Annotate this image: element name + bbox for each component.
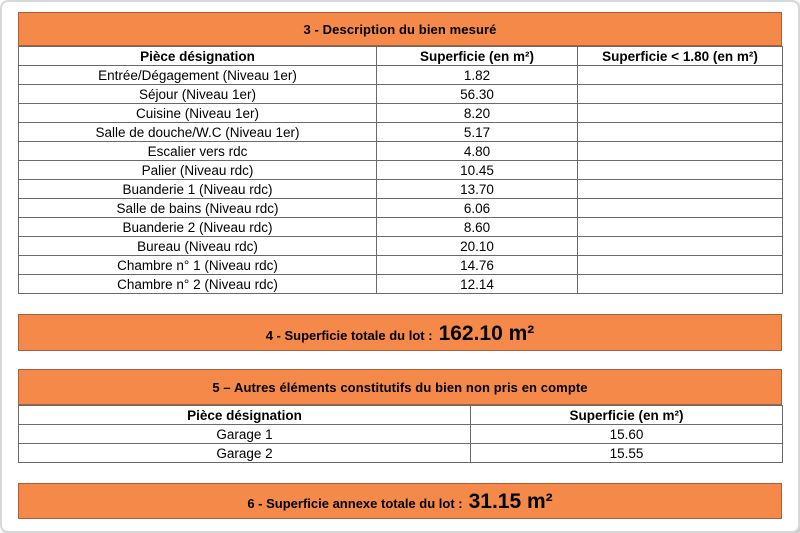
- cell-superficie: 15.60: [471, 425, 783, 444]
- cell-inf180: [578, 218, 783, 237]
- annex-total-label: 6 - Superficie annexe totale du lot :: [247, 496, 463, 511]
- cell-superficie: 20.10: [377, 237, 578, 256]
- rooms-table-header-row: [19, 47, 783, 66]
- cell-superficie: 8.60: [377, 218, 578, 237]
- cell-piece: Garage 1: [19, 425, 471, 444]
- table-row: [19, 425, 783, 444]
- table-row: [19, 85, 783, 104]
- cell-inf180: [578, 85, 783, 104]
- cell-piece: Buanderie 1 (Niveau rdc): [19, 180, 377, 199]
- col-header-superficie-inf-180: Superficie < 1.80 (en m²): [578, 47, 783, 66]
- annex-total-value: 31.15 m²: [468, 490, 553, 513]
- table-row: [19, 142, 783, 161]
- cell-inf180: [578, 104, 783, 123]
- cell-piece: Buanderie 2 (Niveau rdc): [19, 218, 377, 237]
- col-header-superficie: Superficie (en m²): [377, 47, 578, 66]
- cell-superficie: 10.45: [377, 161, 578, 180]
- cell-superficie: 56.30: [377, 85, 578, 104]
- section-5-title: 5 – Autres éléments constitutifs du bien non pris en compte: [212, 379, 588, 395]
- cell-inf180: [578, 199, 783, 218]
- table-row: [19, 199, 783, 218]
- total-lot-value: 162.10 m²: [438, 322, 535, 345]
- cell-piece: Chambre n° 1 (Niveau rdc): [19, 256, 377, 275]
- annexes-table: [18, 405, 783, 463]
- cell-piece: Garage 2: [19, 444, 471, 463]
- section-4-total-bar: [18, 314, 782, 351]
- table-row: [19, 275, 783, 294]
- section-3-title: 3 - Description du bien mesuré: [303, 21, 497, 37]
- cell-superficie: 5.17: [377, 123, 578, 142]
- table-row: [19, 237, 783, 256]
- cell-superficie: 8.20: [377, 104, 578, 123]
- cell-inf180: [578, 66, 783, 85]
- cell-piece: Palier (Niveau rdc): [19, 161, 377, 180]
- section-5-header: [18, 369, 782, 405]
- cell-piece: Séjour (Niveau 1er): [19, 85, 377, 104]
- cell-inf180: [578, 180, 783, 199]
- table-row: [19, 104, 783, 123]
- cell-inf180: [578, 142, 783, 161]
- cell-piece: Entrée/Dégagement (Niveau 1er): [19, 66, 377, 85]
- cell-inf180: [578, 275, 783, 294]
- cell-inf180: [578, 256, 783, 275]
- cell-piece: Escalier vers rdc: [19, 142, 377, 161]
- cell-superficie: 15.55: [471, 444, 783, 463]
- cell-piece: Bureau (Niveau rdc): [19, 237, 377, 256]
- section-6-total-bar: [18, 483, 782, 519]
- cell-superficie: 6.06: [377, 199, 578, 218]
- cell-superficie: 4.80: [377, 142, 578, 161]
- col-header-annexe-superficie: Superficie (en m²): [471, 406, 783, 425]
- cell-superficie: 12.14: [377, 275, 578, 294]
- cell-superficie: 13.70: [377, 180, 578, 199]
- table-row: [19, 444, 783, 463]
- col-header-annexe-piece: Pièce désignation: [19, 406, 471, 425]
- cell-inf180: [578, 237, 783, 256]
- annexes-table-header-row: [19, 406, 783, 425]
- table-row: [19, 180, 783, 199]
- table-row: [19, 123, 783, 142]
- section-3-header: [18, 12, 782, 46]
- col-header-piece: Pièce désignation: [19, 47, 377, 66]
- table-row: [19, 256, 783, 275]
- cell-inf180: [578, 123, 783, 142]
- cell-inf180: [578, 161, 783, 180]
- cell-piece: Salle de douche/W.C (Niveau 1er): [19, 123, 377, 142]
- table-row: [19, 161, 783, 180]
- rooms-table: [18, 46, 783, 294]
- cell-superficie: 14.76: [377, 256, 578, 275]
- table-row: [19, 66, 783, 85]
- cell-piece: Salle de bains (Niveau rdc): [19, 199, 377, 218]
- table-row: [19, 218, 783, 237]
- cell-piece: Cuisine (Niveau 1er): [19, 104, 377, 123]
- cell-piece: Chambre n° 2 (Niveau rdc): [19, 275, 377, 294]
- cell-superficie: 1.82: [377, 66, 578, 85]
- total-lot-label: 4 - Superficie totale du lot :: [265, 328, 433, 343]
